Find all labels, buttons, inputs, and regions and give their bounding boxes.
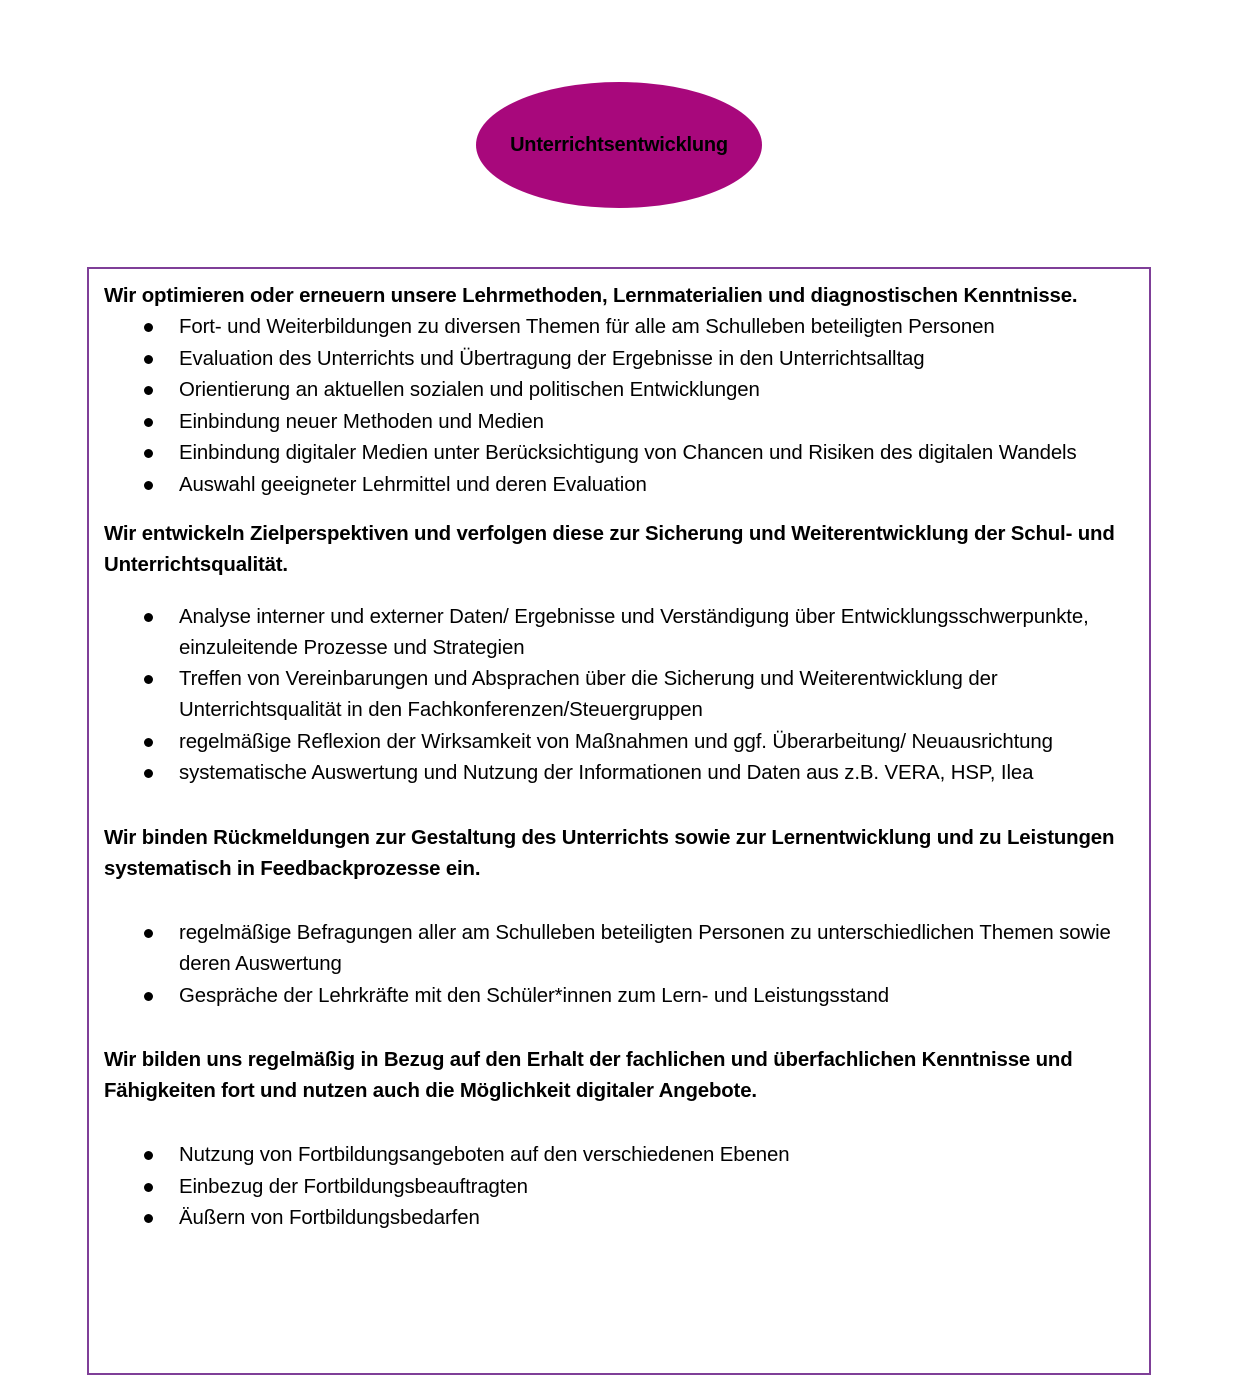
spacer bbox=[104, 790, 1135, 823]
bullet-icon bbox=[144, 355, 153, 364]
page-title: Unterrichtsentwicklung bbox=[510, 133, 728, 156]
content-box bbox=[87, 267, 1151, 1375]
bullet-list bbox=[104, 312, 1135, 501]
title-ellipse bbox=[476, 82, 762, 208]
bullet-icon bbox=[144, 1214, 153, 1223]
list-item bbox=[104, 1203, 1135, 1234]
list-item bbox=[104, 1140, 1135, 1171]
list-item-text: Treffen von Vereinbarungen und Absprachen über die Sicherung und Weiterentwicklung der Unterrichtsqualität in den Fachkonferenzen/Steuergruppen bbox=[179, 668, 998, 722]
bullet-icon bbox=[144, 1183, 153, 1192]
spacer bbox=[104, 1107, 1135, 1140]
list-item-text: Einbindung neuer Methoden und Medien bbox=[179, 410, 544, 433]
spacer bbox=[104, 581, 1135, 602]
list-item-text: Analyse interner und externer Daten/ Ergebnisse und Verständigung über Entwicklungsschwerpunkte, einzuleitende Prozesse und Strategien bbox=[179, 605, 1089, 659]
bullet-icon bbox=[144, 449, 153, 458]
section-lehrmethoden bbox=[104, 281, 1135, 501]
bullet-icon bbox=[144, 323, 153, 332]
bullet-icon bbox=[144, 929, 153, 938]
section-heading: Wir optimieren oder erneuern unsere Lehrmethoden, Lernmaterialien und diagnostischen Kenntnisse. bbox=[104, 285, 1078, 307]
list-item bbox=[104, 344, 1135, 375]
list-item-text: Einbezug der Fortbildungsbeauftragten bbox=[179, 1175, 528, 1198]
list-item bbox=[104, 438, 1135, 469]
list-item bbox=[104, 918, 1135, 980]
bullet-icon bbox=[144, 769, 153, 778]
list-item bbox=[104, 727, 1135, 758]
list-item-text: Gespräche der Lehrkräfte mit den Schüler*innen zum Lern- und Leistungsstand bbox=[179, 984, 889, 1007]
list-item-text: Orientierung an aktuellen sozialen und politischen Entwicklungen bbox=[179, 379, 760, 402]
spacer bbox=[104, 502, 1135, 519]
list-item bbox=[104, 602, 1135, 664]
bullet-icon bbox=[144, 738, 153, 747]
list-item bbox=[104, 407, 1135, 438]
bullet-list bbox=[104, 1140, 1135, 1234]
spacer bbox=[104, 885, 1135, 918]
section-zielperspektiven bbox=[104, 519, 1135, 790]
list-item-text: Evaluation des Unterrichts und Übertragung der Ergebnisse in den Unterrichtsalltag bbox=[179, 347, 925, 370]
bullet-icon bbox=[144, 386, 153, 395]
bullet-icon bbox=[144, 992, 153, 1001]
bullet-icon bbox=[144, 481, 153, 490]
list-item bbox=[104, 375, 1135, 406]
list-item-text: regelmäßige Reflexion der Wirksamkeit von Maßnahmen und ggf. Überarbeitung/ Neuausrichtung bbox=[179, 730, 1053, 753]
list-item bbox=[104, 758, 1135, 789]
section-heading: Wir binden Rückmeldungen zur Gestaltung des Unterrichts sowie zur Lernentwicklung und zu Leistungen systematisch in Feedbackprozesse ein. bbox=[104, 826, 1115, 880]
list-item-text: Fort- und Weiterbildungen zu diversen Themen für alle am Schulleben beteiligten Personen bbox=[179, 316, 995, 338]
list-item-text: systematische Auswertung und Nutzung der Informationen und Daten aus z.B. VERA, HSP, Ilea bbox=[179, 762, 1034, 785]
bullet-icon bbox=[144, 418, 153, 427]
spacer bbox=[104, 1012, 1135, 1045]
list-item-text: regelmäßige Befragungen aller am Schulleben beteiligten Personen zu unterschiedlichen Themen sowie deren Auswertung bbox=[179, 921, 1111, 975]
bullet-icon bbox=[144, 1151, 153, 1160]
section-heading: Wir bilden uns regelmäßig in Bezug auf den Erhalt der fachlichen und überfachlichen Kenntnisse und Fähigkeiten fort und nutzen auch die Möglichkeit digitaler Angebote. bbox=[104, 1049, 1073, 1103]
list-item-text: Auswahl geeigneter Lehrmittel und deren Evaluation bbox=[179, 473, 647, 496]
bullet-list bbox=[104, 602, 1135, 790]
list-item-text: Einbindung digitaler Medien unter Berücksichtigung von Chancen und Risiken des digitalen Wandels bbox=[179, 442, 1077, 465]
section-feedback bbox=[104, 823, 1135, 1012]
section-fortbildung bbox=[104, 1045, 1135, 1234]
list-item bbox=[104, 470, 1135, 501]
list-item bbox=[104, 312, 1135, 343]
list-item-text: Äußern von Fortbildungsbedarfen bbox=[179, 1207, 480, 1230]
list-item bbox=[104, 1172, 1135, 1203]
section-heading: Wir entwickeln Zielperspektiven und verfolgen diese zur Sicherung und Weiterentwicklung der Schul- und Unterrichtsqualität. bbox=[104, 522, 1115, 576]
list-item bbox=[104, 981, 1135, 1012]
bullet-list bbox=[104, 918, 1135, 1012]
list-item bbox=[104, 664, 1135, 726]
list-item-text: Nutzung von Fortbildungsangeboten auf den verschiedenen Ebenen bbox=[179, 1144, 790, 1167]
bullet-icon bbox=[144, 675, 153, 684]
bullet-icon bbox=[144, 613, 153, 622]
